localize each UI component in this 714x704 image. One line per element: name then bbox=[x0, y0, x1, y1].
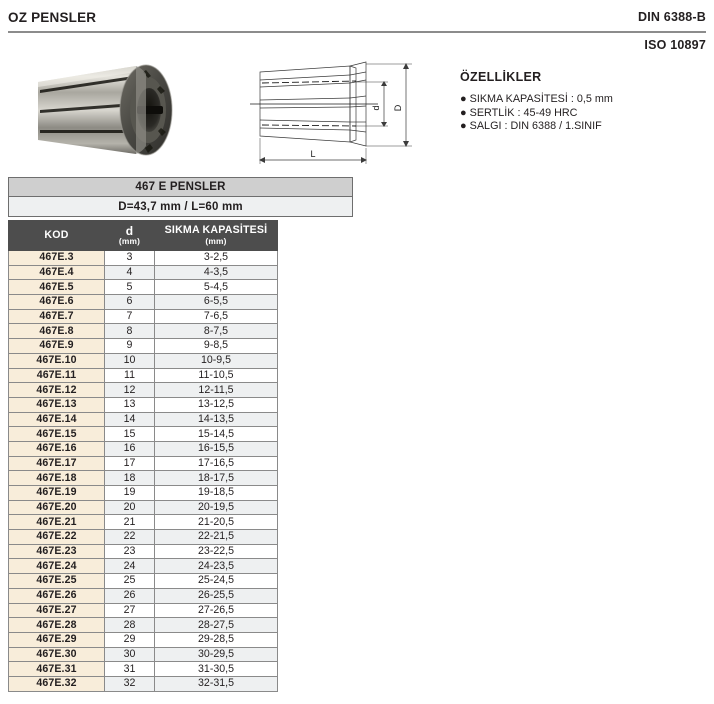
standard-din: DIN 6388-B bbox=[638, 10, 706, 24]
cell-kod: 467E.32 bbox=[9, 676, 105, 691]
cell-diameter: 9 bbox=[105, 339, 155, 354]
cell-capacity: 19-18,5 bbox=[155, 486, 278, 501]
table-row bbox=[9, 500, 278, 515]
table-row bbox=[9, 486, 278, 501]
standard-iso: ISO 10897 bbox=[644, 38, 706, 52]
table-row bbox=[9, 662, 278, 677]
cell-kod: 467E.16 bbox=[9, 441, 105, 456]
header-divider bbox=[8, 31, 706, 33]
cell-diameter: 8 bbox=[105, 324, 155, 339]
cell-kod: 467E.4 bbox=[9, 265, 105, 280]
collet-technical-drawing bbox=[238, 56, 434, 168]
spec-text: SALGI : DIN 6388 / 1.SINIF bbox=[469, 120, 602, 132]
page-header bbox=[8, 10, 706, 30]
table-row bbox=[9, 574, 278, 589]
table-row bbox=[9, 324, 278, 339]
cell-kod: 467E.7 bbox=[9, 309, 105, 324]
bullet-icon: ● bbox=[460, 120, 467, 132]
column-header-capacity bbox=[155, 221, 278, 251]
spec-text: SIKMA KAPASİTESİ : 0,5 mm bbox=[469, 93, 613, 105]
cell-capacity: 28-27,5 bbox=[155, 618, 278, 633]
cell-kod: 467E.18 bbox=[9, 471, 105, 486]
cell-diameter: 19 bbox=[105, 486, 155, 501]
cell-capacity: 11-10,5 bbox=[155, 368, 278, 383]
cell-kod: 467E.3 bbox=[9, 251, 105, 266]
cell-capacity: 22-21,5 bbox=[155, 530, 278, 545]
table-row bbox=[9, 544, 278, 559]
cell-capacity: 24-23,5 bbox=[155, 559, 278, 574]
cell-capacity: 20-19,5 bbox=[155, 500, 278, 515]
drawing-label-D: D bbox=[393, 104, 403, 112]
column-header-capacity-label: SIKMA KAPASİTESİ bbox=[164, 223, 268, 236]
cell-kod: 467E.5 bbox=[9, 280, 105, 295]
spec-item bbox=[460, 107, 710, 121]
table-row bbox=[9, 295, 278, 310]
cell-kod: 467E.10 bbox=[9, 353, 105, 368]
table-row bbox=[9, 632, 278, 647]
table-row bbox=[9, 676, 278, 691]
cell-kod: 467E.20 bbox=[9, 500, 105, 515]
table-row bbox=[9, 251, 278, 266]
cell-diameter: 17 bbox=[105, 456, 155, 471]
cell-diameter: 6 bbox=[105, 295, 155, 310]
cell-diameter: 18 bbox=[105, 471, 155, 486]
cell-kod: 467E.11 bbox=[9, 368, 105, 383]
cell-capacity: 15-14,5 bbox=[155, 427, 278, 442]
cell-diameter: 7 bbox=[105, 309, 155, 324]
cell-capacity: 26-25,5 bbox=[155, 588, 278, 603]
specifications-block bbox=[460, 70, 710, 134]
cell-kod: 467E.22 bbox=[9, 530, 105, 545]
table-row bbox=[9, 383, 278, 398]
cell-capacity: 13-12,5 bbox=[155, 397, 278, 412]
cell-diameter: 11 bbox=[105, 368, 155, 383]
cell-diameter: 21 bbox=[105, 515, 155, 530]
bullet-icon: ● bbox=[460, 106, 467, 119]
cell-kod: 467E.26 bbox=[9, 588, 105, 603]
drawing-label-L: L bbox=[310, 149, 316, 159]
cell-capacity: 12-11,5 bbox=[155, 383, 278, 398]
table-row bbox=[9, 559, 278, 574]
cell-kod: 467E.27 bbox=[9, 603, 105, 618]
cell-capacity: 30-29,5 bbox=[155, 647, 278, 662]
collet-photo bbox=[24, 56, 194, 164]
cell-diameter: 29 bbox=[105, 632, 155, 647]
cell-diameter: 30 bbox=[105, 647, 155, 662]
table-row bbox=[9, 603, 278, 618]
specifications-title: ÖZELLİKLER bbox=[460, 70, 542, 84]
cell-diameter: 31 bbox=[105, 662, 155, 677]
cell-kod: 467E.6 bbox=[9, 295, 105, 310]
cell-capacity: 18-17,5 bbox=[155, 471, 278, 486]
cell-diameter: 26 bbox=[105, 588, 155, 603]
cell-capacity: 9-8,5 bbox=[155, 339, 278, 354]
table-row bbox=[9, 309, 278, 324]
cell-capacity: 21-20,5 bbox=[155, 515, 278, 530]
spec-item bbox=[460, 93, 710, 107]
column-header-capacity-unit: (mm) bbox=[205, 235, 227, 246]
cell-diameter: 22 bbox=[105, 530, 155, 545]
cell-kod: 467E.28 bbox=[9, 618, 105, 633]
table-row bbox=[9, 368, 278, 383]
cell-kod: 467E.19 bbox=[9, 486, 105, 501]
table-subtitle: D=43,7 mm / L=60 mm bbox=[8, 197, 353, 217]
cell-diameter: 10 bbox=[105, 353, 155, 368]
cell-kod: 467E.25 bbox=[9, 574, 105, 589]
cell-diameter: 32 bbox=[105, 676, 155, 691]
table-row bbox=[9, 353, 278, 368]
cell-kod: 467E.14 bbox=[9, 412, 105, 427]
cell-diameter: 13 bbox=[105, 397, 155, 412]
cell-diameter: 24 bbox=[105, 559, 155, 574]
table-row bbox=[9, 397, 278, 412]
table-row bbox=[9, 588, 278, 603]
cell-capacity: 31-30,5 bbox=[155, 662, 278, 677]
cell-capacity: 5-4,5 bbox=[155, 280, 278, 295]
cell-diameter: 5 bbox=[105, 280, 155, 295]
page-title: OZ PENSLER bbox=[8, 10, 97, 25]
cell-kod: 467E.12 bbox=[9, 383, 105, 398]
cell-capacity: 23-22,5 bbox=[155, 544, 278, 559]
table-row bbox=[9, 515, 278, 530]
column-header-d bbox=[105, 221, 155, 251]
cell-capacity: 17-16,5 bbox=[155, 456, 278, 471]
cell-kod: 467E.17 bbox=[9, 456, 105, 471]
cell-capacity: 27-26,5 bbox=[155, 603, 278, 618]
spec-item bbox=[460, 120, 710, 134]
table-row bbox=[9, 427, 278, 442]
cell-diameter: 15 bbox=[105, 427, 155, 442]
cell-capacity: 32-31,5 bbox=[155, 676, 278, 691]
table-row bbox=[9, 412, 278, 427]
cell-diameter: 16 bbox=[105, 441, 155, 456]
cell-capacity: 25-24,5 bbox=[155, 574, 278, 589]
cell-capacity: 4-3,5 bbox=[155, 265, 278, 280]
table-row bbox=[9, 647, 278, 662]
column-header-d-unit: (mm) bbox=[118, 236, 141, 246]
cell-kod: 467E.24 bbox=[9, 559, 105, 574]
cell-diameter: 4 bbox=[105, 265, 155, 280]
cell-diameter: 14 bbox=[105, 412, 155, 427]
cell-capacity: 14-13,5 bbox=[155, 412, 278, 427]
cell-kod: 467E.30 bbox=[9, 647, 105, 662]
table-header-row bbox=[9, 221, 278, 251]
table-row bbox=[9, 339, 278, 354]
cell-diameter: 27 bbox=[105, 603, 155, 618]
cell-capacity: 10-9,5 bbox=[155, 353, 278, 368]
table-row bbox=[9, 265, 278, 280]
cell-kod: 467E.23 bbox=[9, 544, 105, 559]
cell-diameter: 12 bbox=[105, 383, 155, 398]
cell-kod: 467E.31 bbox=[9, 662, 105, 677]
cell-capacity: 7-6,5 bbox=[155, 309, 278, 324]
table-body bbox=[9, 251, 278, 692]
cell-capacity: 6-5,5 bbox=[155, 295, 278, 310]
column-header-kod: KOD bbox=[9, 221, 105, 251]
cell-capacity: 16-15,5 bbox=[155, 441, 278, 456]
collet-size-table bbox=[8, 220, 278, 692]
table-row bbox=[9, 618, 278, 633]
spec-text: SERTLİK : 45-49 HRC bbox=[469, 106, 578, 119]
cell-kod: 467E.15 bbox=[9, 427, 105, 442]
cell-diameter: 20 bbox=[105, 500, 155, 515]
table-row bbox=[9, 471, 278, 486]
cell-kod: 467E.9 bbox=[9, 339, 105, 354]
column-header-d-label: d bbox=[125, 224, 134, 238]
cell-diameter: 28 bbox=[105, 618, 155, 633]
cell-kod: 467E.13 bbox=[9, 397, 105, 412]
table-row bbox=[9, 441, 278, 456]
bullet-icon: ● bbox=[460, 93, 467, 105]
cell-kod: 467E.8 bbox=[9, 324, 105, 339]
cell-diameter: 23 bbox=[105, 544, 155, 559]
table-row bbox=[9, 456, 278, 471]
table-title: 467 E PENSLER bbox=[8, 177, 353, 197]
table-row bbox=[9, 280, 278, 295]
cell-diameter: 3 bbox=[105, 251, 155, 266]
cell-kod: 467E.29 bbox=[9, 632, 105, 647]
cell-kod: 467E.21 bbox=[9, 515, 105, 530]
cell-capacity: 29-28,5 bbox=[155, 632, 278, 647]
table-row bbox=[9, 530, 278, 545]
drawing-label-d: d bbox=[371, 105, 381, 111]
cell-capacity: 8-7,5 bbox=[155, 324, 278, 339]
cell-diameter: 25 bbox=[105, 574, 155, 589]
cell-capacity: 3-2,5 bbox=[155, 251, 278, 266]
